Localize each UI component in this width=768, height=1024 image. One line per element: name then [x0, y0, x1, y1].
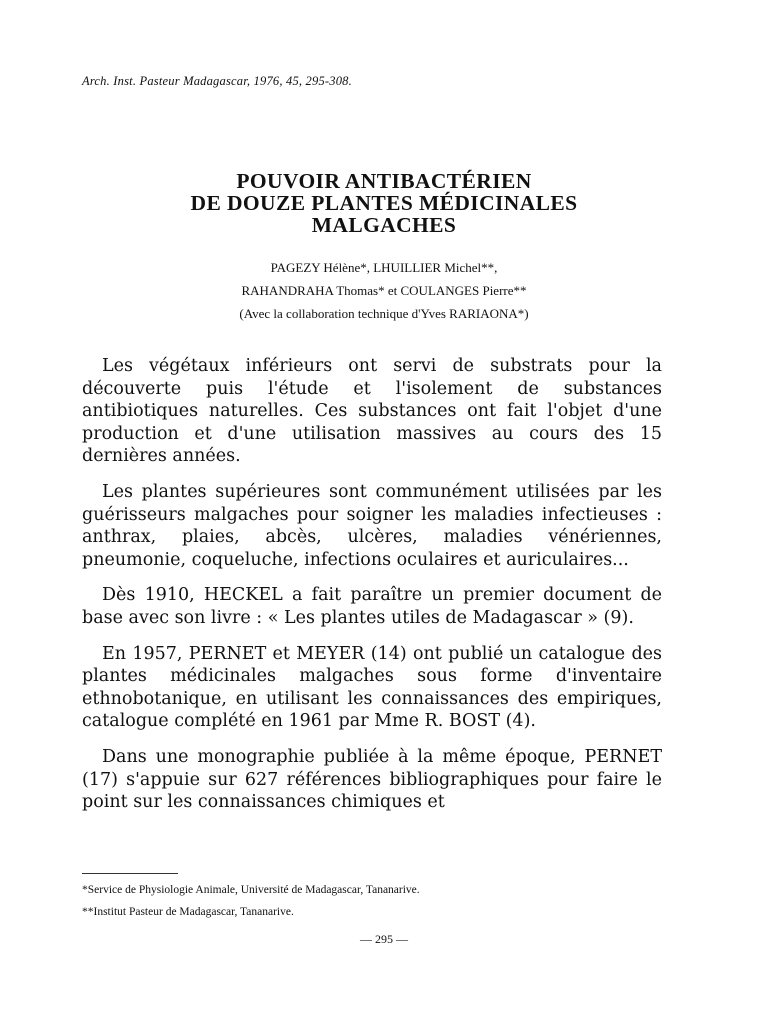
- title-line-2: DE DOUZE PLANTES MÉDICINALES: [190, 191, 578, 215]
- collaboration-note: (Avec la collaboration technique d'Yves RARIAONA*): [239, 306, 529, 321]
- authors-line-2: RAHANDRAHA Thomas* et COULANGES Pierre**: [241, 283, 527, 298]
- page-number: — 295 —: [360, 932, 408, 946]
- paragraph-3: Dès 1910, HECKEL a fait paraître un premier document de base avec son livre : « Les plantes utiles de Madagascar » (9).: [82, 585, 662, 628]
- paragraph-5: Dans une monographie publiée à la même époque, PERNET (17) s'appuie sur 627 références bibliographiques pour faire le point sur les connaissances chimiques et: [82, 746, 662, 813]
- paragraph-4: En 1957, PERNET et MEYER (14) ont publié un catalogue des plantes médicinales malgaches sous forme d'inventaire ethnobotanique, en utilisant les connaissances des empiriques, catalogue complété en 1961 par Mme R. BOST (4).: [82, 643, 662, 732]
- journal-reference: Arch. Inst. Pasteur Madagascar, 1976, 45, 295-308.: [82, 74, 352, 88]
- footnote-1: *Service de Physiologie Animale, Université de Madagascar, Tananarive.: [82, 884, 420, 896]
- title-line-1: POUVOIR ANTIBACTÉRIEN: [236, 169, 532, 193]
- paragraph-2: Les plantes supérieures sont communément utilisées par les guérisseurs malgaches pour soigner les maladies infectieuses : anthrax, plaies, abcès, ulcères, maladies vénériennes, pneumonie, coqueluche, infections oculaires et auriculaires...: [82, 481, 662, 570]
- author-block: [0, 256, 768, 325]
- title-line-3: MALGACHES: [311, 213, 457, 237]
- footnotes: [82, 879, 420, 923]
- article-title: [0, 170, 768, 236]
- paragraph-1: Les végétaux inférieurs ont servi de substrats pour la découverte puis l'étude et l'isolement de substances antibiotiques naturelles. Ces substances ont fait l'objet d'une production et d'une utilisation massives au cours des 15 dernières années.: [82, 356, 662, 467]
- authors-line-1: PAGEZY Hélène*, LHUILLIER Michel**,: [270, 260, 498, 275]
- footnote-2: **Institut Pasteur de Madagascar, Tananarive.: [82, 906, 294, 918]
- footnote-divider: [82, 873, 178, 874]
- body-text: [82, 355, 662, 827]
